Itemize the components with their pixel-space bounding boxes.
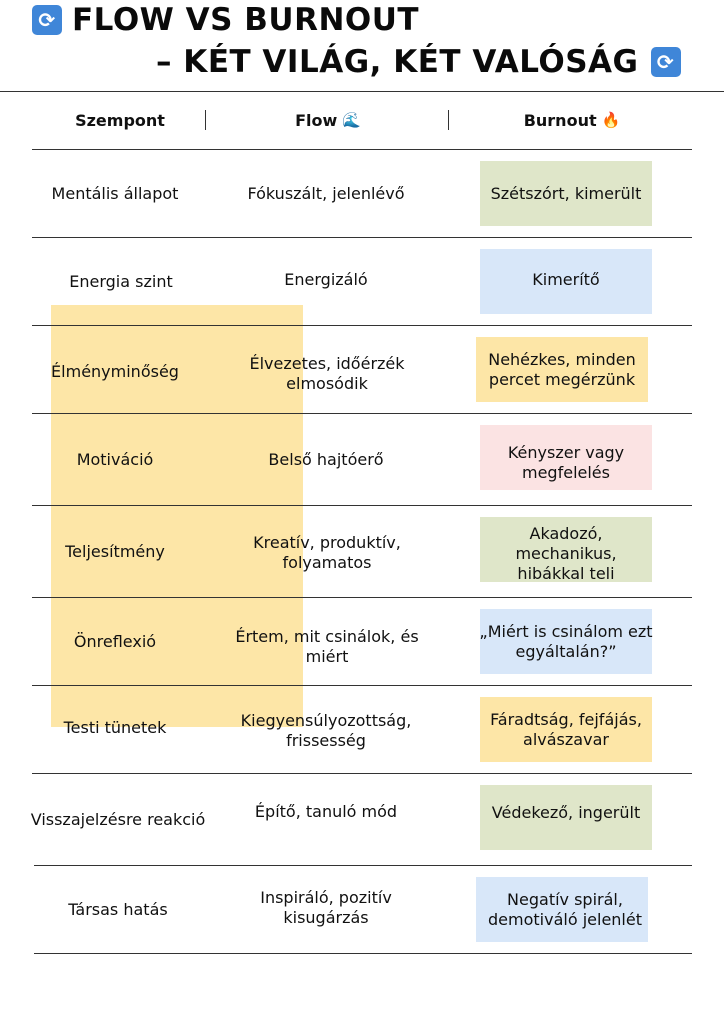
header-burnout-label: Burnout <box>523 110 597 130</box>
repeat-arrows-icon: ⟳ <box>651 47 681 77</box>
row-divider <box>34 953 692 954</box>
header-burnout <box>452 108 692 132</box>
burnout-cell: Fáradtság, fejfájás, alvászavar <box>490 709 642 749</box>
repeat-arrows-icon: ⟳ <box>32 5 62 35</box>
title-divider <box>0 91 724 92</box>
aspect-cell: Energia szint <box>69 271 173 291</box>
wave-icon: 🌊 <box>342 111 361 129</box>
aspect-cell: Mentális állapot <box>51 183 179 203</box>
header-aspect <box>30 108 210 132</box>
header-flow-label: Flow <box>295 110 338 130</box>
title-text-1: FLOW VS BURNOUT <box>72 2 420 38</box>
flow-cell: Kiegyensúlyozottság, frissesség <box>240 711 412 750</box>
burnout-cell: Kényszer vagy megfelelés <box>507 442 625 482</box>
flow-cell: Értem, mit csinálok, és miért <box>235 627 419 666</box>
aspect-cell: Visszajelzésre reakció <box>30 809 206 829</box>
burnout-cell: Akadozó, mechanikus, hibákkal teli <box>515 524 617 583</box>
burnout-cell: Nehézkes, minden percet megérzünk <box>488 349 636 389</box>
flow-cell: Fókuszált, jelenlévő <box>247 183 405 203</box>
header-separator <box>448 110 449 130</box>
aspect-cell: Élményminőség <box>51 362 179 381</box>
fire-icon: 🔥 <box>601 111 621 129</box>
aspect-cell: Testi tünetek <box>63 718 167 737</box>
aspect-cell: Motiváció <box>76 449 154 469</box>
burnout-cell: Kimerítő <box>532 270 600 289</box>
flow-cell: Belső hajtóerő <box>268 449 384 469</box>
flow-cell: Építő, tanuló mód <box>254 802 398 821</box>
aspect-cell: Önreflexió <box>73 631 157 651</box>
flow-cell: Energizáló <box>284 270 368 289</box>
aspect-cell: Teljesítmény <box>65 541 165 561</box>
flow-cell: Inspiráló, pozitív kisugárzás <box>260 888 392 927</box>
aspect-cell: Társas hatás <box>68 899 168 919</box>
title-line-1 <box>32 2 419 38</box>
header-flow <box>210 108 446 132</box>
burnout-cell: Védekező, ingerült <box>491 802 641 822</box>
burnout-cell: Szétszórt, kimerült <box>490 183 642 203</box>
burnout-cell: „Miért is csinálom ezt egyáltalán?” <box>479 621 653 661</box>
flow-cell: Kreatív, produktív, folyamatos <box>253 533 401 572</box>
title-text-2: – KÉT VILÁG, KÉT VALÓSÁG <box>156 44 639 80</box>
header-aspect-label: Szempont <box>75 110 165 130</box>
burnout-cell: Negatív spirál, demotiváló jelenlét <box>488 889 642 929</box>
title-line-2 <box>156 44 681 80</box>
flow-cell: Élvezetes, időérzék elmosódik <box>249 354 405 393</box>
header-separator <box>205 110 206 130</box>
